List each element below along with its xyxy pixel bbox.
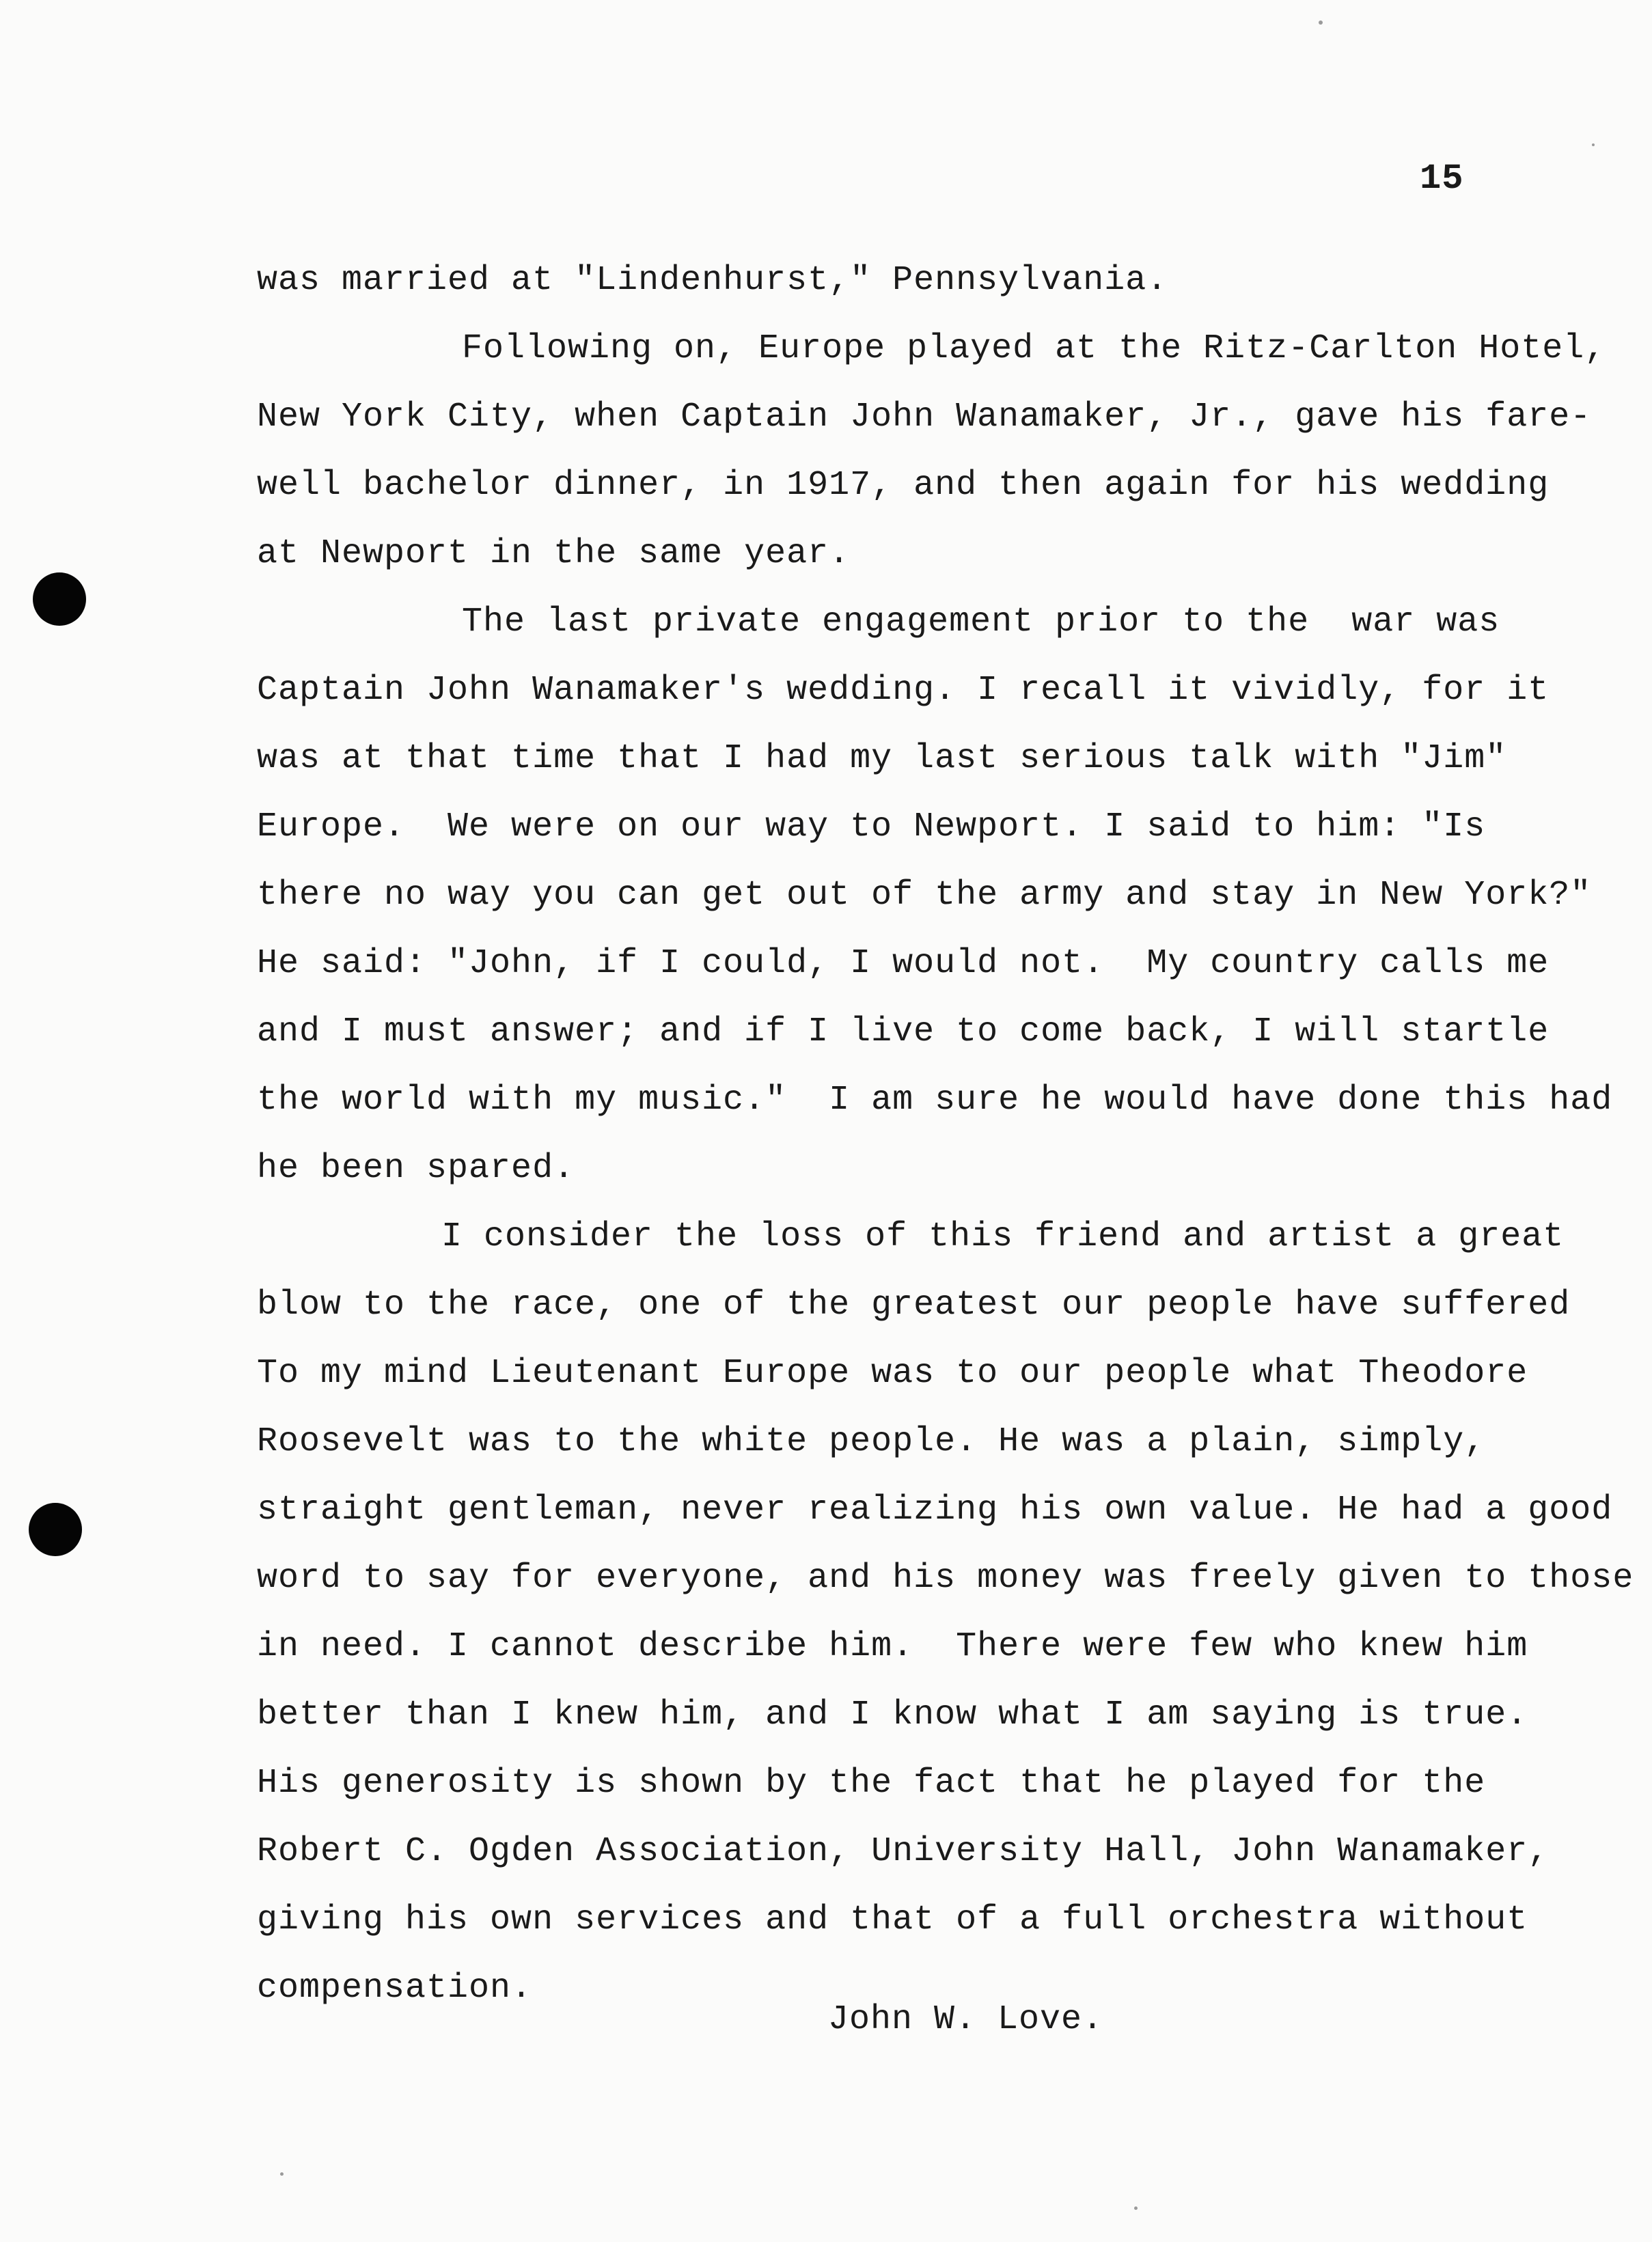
signature: John W. Love. (828, 2000, 1104, 2039)
body-line: and I must answer; and if I live to come back, I will startle (257, 1012, 1550, 1051)
body-line: He said: "John, if I could, I would not. My country calls me (257, 944, 1550, 983)
body-line: better than I knew him, and I know what I am saying is true. (257, 1696, 1528, 1734)
body-line: was married at "Lindenhurst," Pennsylvania. (257, 261, 1168, 300)
body-line: Following on, Europe played at the Ritz-Carlton Hotel, (462, 329, 1606, 368)
body-line: compensation. (257, 1969, 533, 2008)
body-line: His generosity is shown by the fact that he played for the (257, 1764, 1486, 1803)
page-number: 15 (1420, 158, 1464, 199)
body-line: To my mind Lieutenant Europe was to our people what Theodore (257, 1354, 1528, 1393)
body-line: in need. I cannot describe him. There were few who knew him (257, 1627, 1528, 1666)
scan-speck (280, 2172, 284, 2176)
body-line: he been spared. (257, 1149, 575, 1188)
scan-speck (1592, 143, 1595, 146)
scan-speck (1134, 2206, 1138, 2210)
body-line: Europe. We were on our way to Newport. I said to him: "Is (257, 807, 1486, 846)
body-line: there no way you can get out of the army and stay in New York?" (257, 876, 1592, 915)
body-line: Captain John Wanamaker's wedding. I recall it vividly, for it (257, 671, 1550, 710)
body-line: giving his own services and that of a full orchestra without (257, 1900, 1528, 1939)
body-line: I consider the loss of this friend and artist a great (441, 1217, 1565, 1256)
body-line: at Newport in the same year. (257, 534, 851, 573)
body-line: word to say for everyone, and his money was freely given to those (257, 1559, 1634, 1598)
body-line: straight gentleman, never realizing his own value. He had a good (257, 1491, 1613, 1530)
body-line: New York City, when Captain John Wanamaker, Jr., gave his fare- (257, 398, 1592, 437)
body-line: the world with my music." I am sure he would have done this had (257, 1081, 1613, 1120)
body-line: blow to the race, one of the greatest our people have suffered (257, 1286, 1571, 1325)
punch-hole-upper (33, 572, 86, 626)
body-line: The last private engagement prior to the war was (462, 603, 1500, 641)
body-line: Roosevelt was to the white people. He was a plain, simply, (257, 1422, 1486, 1461)
body-line: well bachelor dinner, in 1917, and then again for his wedding (257, 466, 1550, 505)
scan-speck (1319, 20, 1323, 25)
body-line: was at that time that I had my last serious talk with "Jim" (257, 739, 1507, 778)
punch-hole-lower (29, 1503, 82, 1556)
body-line: Robert C. Ogden Association, University Hall, John Wanamaker, (257, 1832, 1550, 1871)
